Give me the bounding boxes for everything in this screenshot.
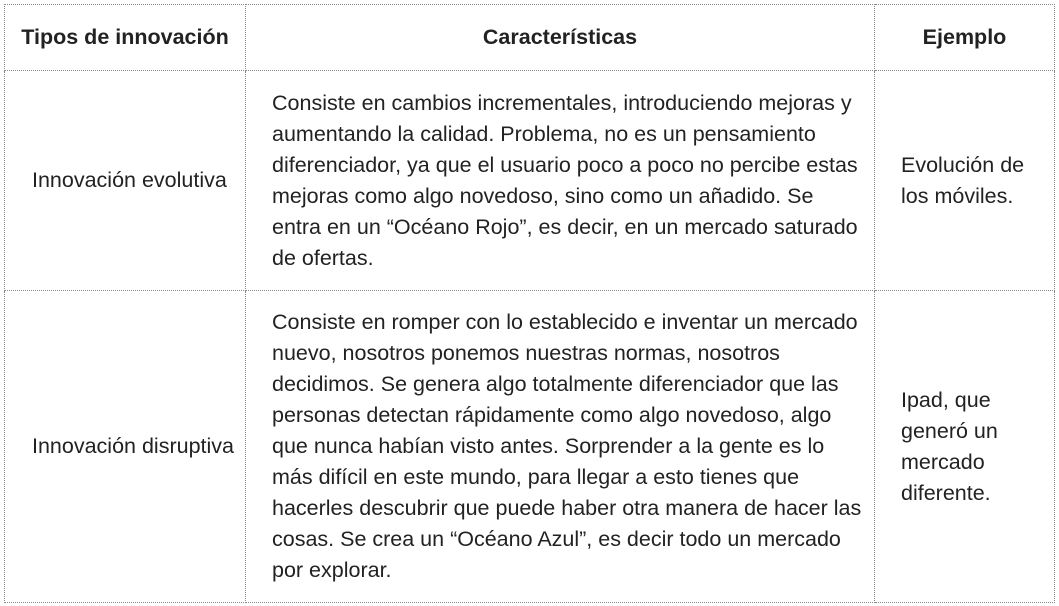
innovation-types-table bbox=[4, 4, 1055, 603]
characteristics-text: Consiste en romper con lo establecido e inventar un mercado nuevo, nosotros ponemos nuestras normas, nosotros decidimos. Se genera algo totalmente diferenciador que las personas detectan rápidamente como algo novedoso, algo que nunca habían visto antes. Sorprender a la gente es lo más difícil en este mundo, para llegar a esto tienes que hacerles descubrir que puede haber otra manera de hacer las cosas. Se crea un “Océano Azul”, es decir todo un mercado por explorar. bbox=[272, 310, 862, 582]
cell-characteristics bbox=[246, 71, 875, 291]
cell-characteristics bbox=[246, 291, 875, 603]
example-text: Evolución de los móviles. bbox=[901, 152, 1025, 208]
header-example-label: Ejemplo bbox=[922, 25, 1007, 49]
cell-example bbox=[875, 291, 1055, 603]
header-innovation-type bbox=[5, 5, 246, 71]
header-characteristics bbox=[246, 5, 875, 71]
innovation-type-text: Innovación disruptiva bbox=[32, 434, 234, 458]
header-example bbox=[875, 5, 1055, 71]
table-body bbox=[5, 71, 1055, 603]
cell-example bbox=[875, 71, 1055, 291]
table-header bbox=[5, 5, 1055, 71]
cell-innovation-type bbox=[5, 71, 246, 291]
header-innovation-type-label: Tipos de innovación bbox=[21, 25, 229, 49]
innovation-type-text: Innovación evolutiva bbox=[32, 168, 227, 192]
characteristics-text: Consiste en cambios incrementales, introduciendo mejoras y aumentando la calidad. Problema, no es un pensamiento diferenciador, ya que el usuario poco a poco no percibe estas mejoras como algo novedoso, sino como un añadido. Se entra en un “Océano Rojo”, es decir, en un mercado saturado de ofertas. bbox=[272, 90, 858, 270]
table-row-evolutive-innovation bbox=[5, 71, 1055, 291]
example-text: Ipad, que generó un mercado diferente. bbox=[901, 387, 998, 505]
header-row bbox=[5, 5, 1055, 71]
cell-innovation-type bbox=[5, 291, 246, 603]
table-row-disruptive-innovation bbox=[5, 291, 1055, 603]
header-characteristics-label: Características bbox=[482, 25, 638, 49]
